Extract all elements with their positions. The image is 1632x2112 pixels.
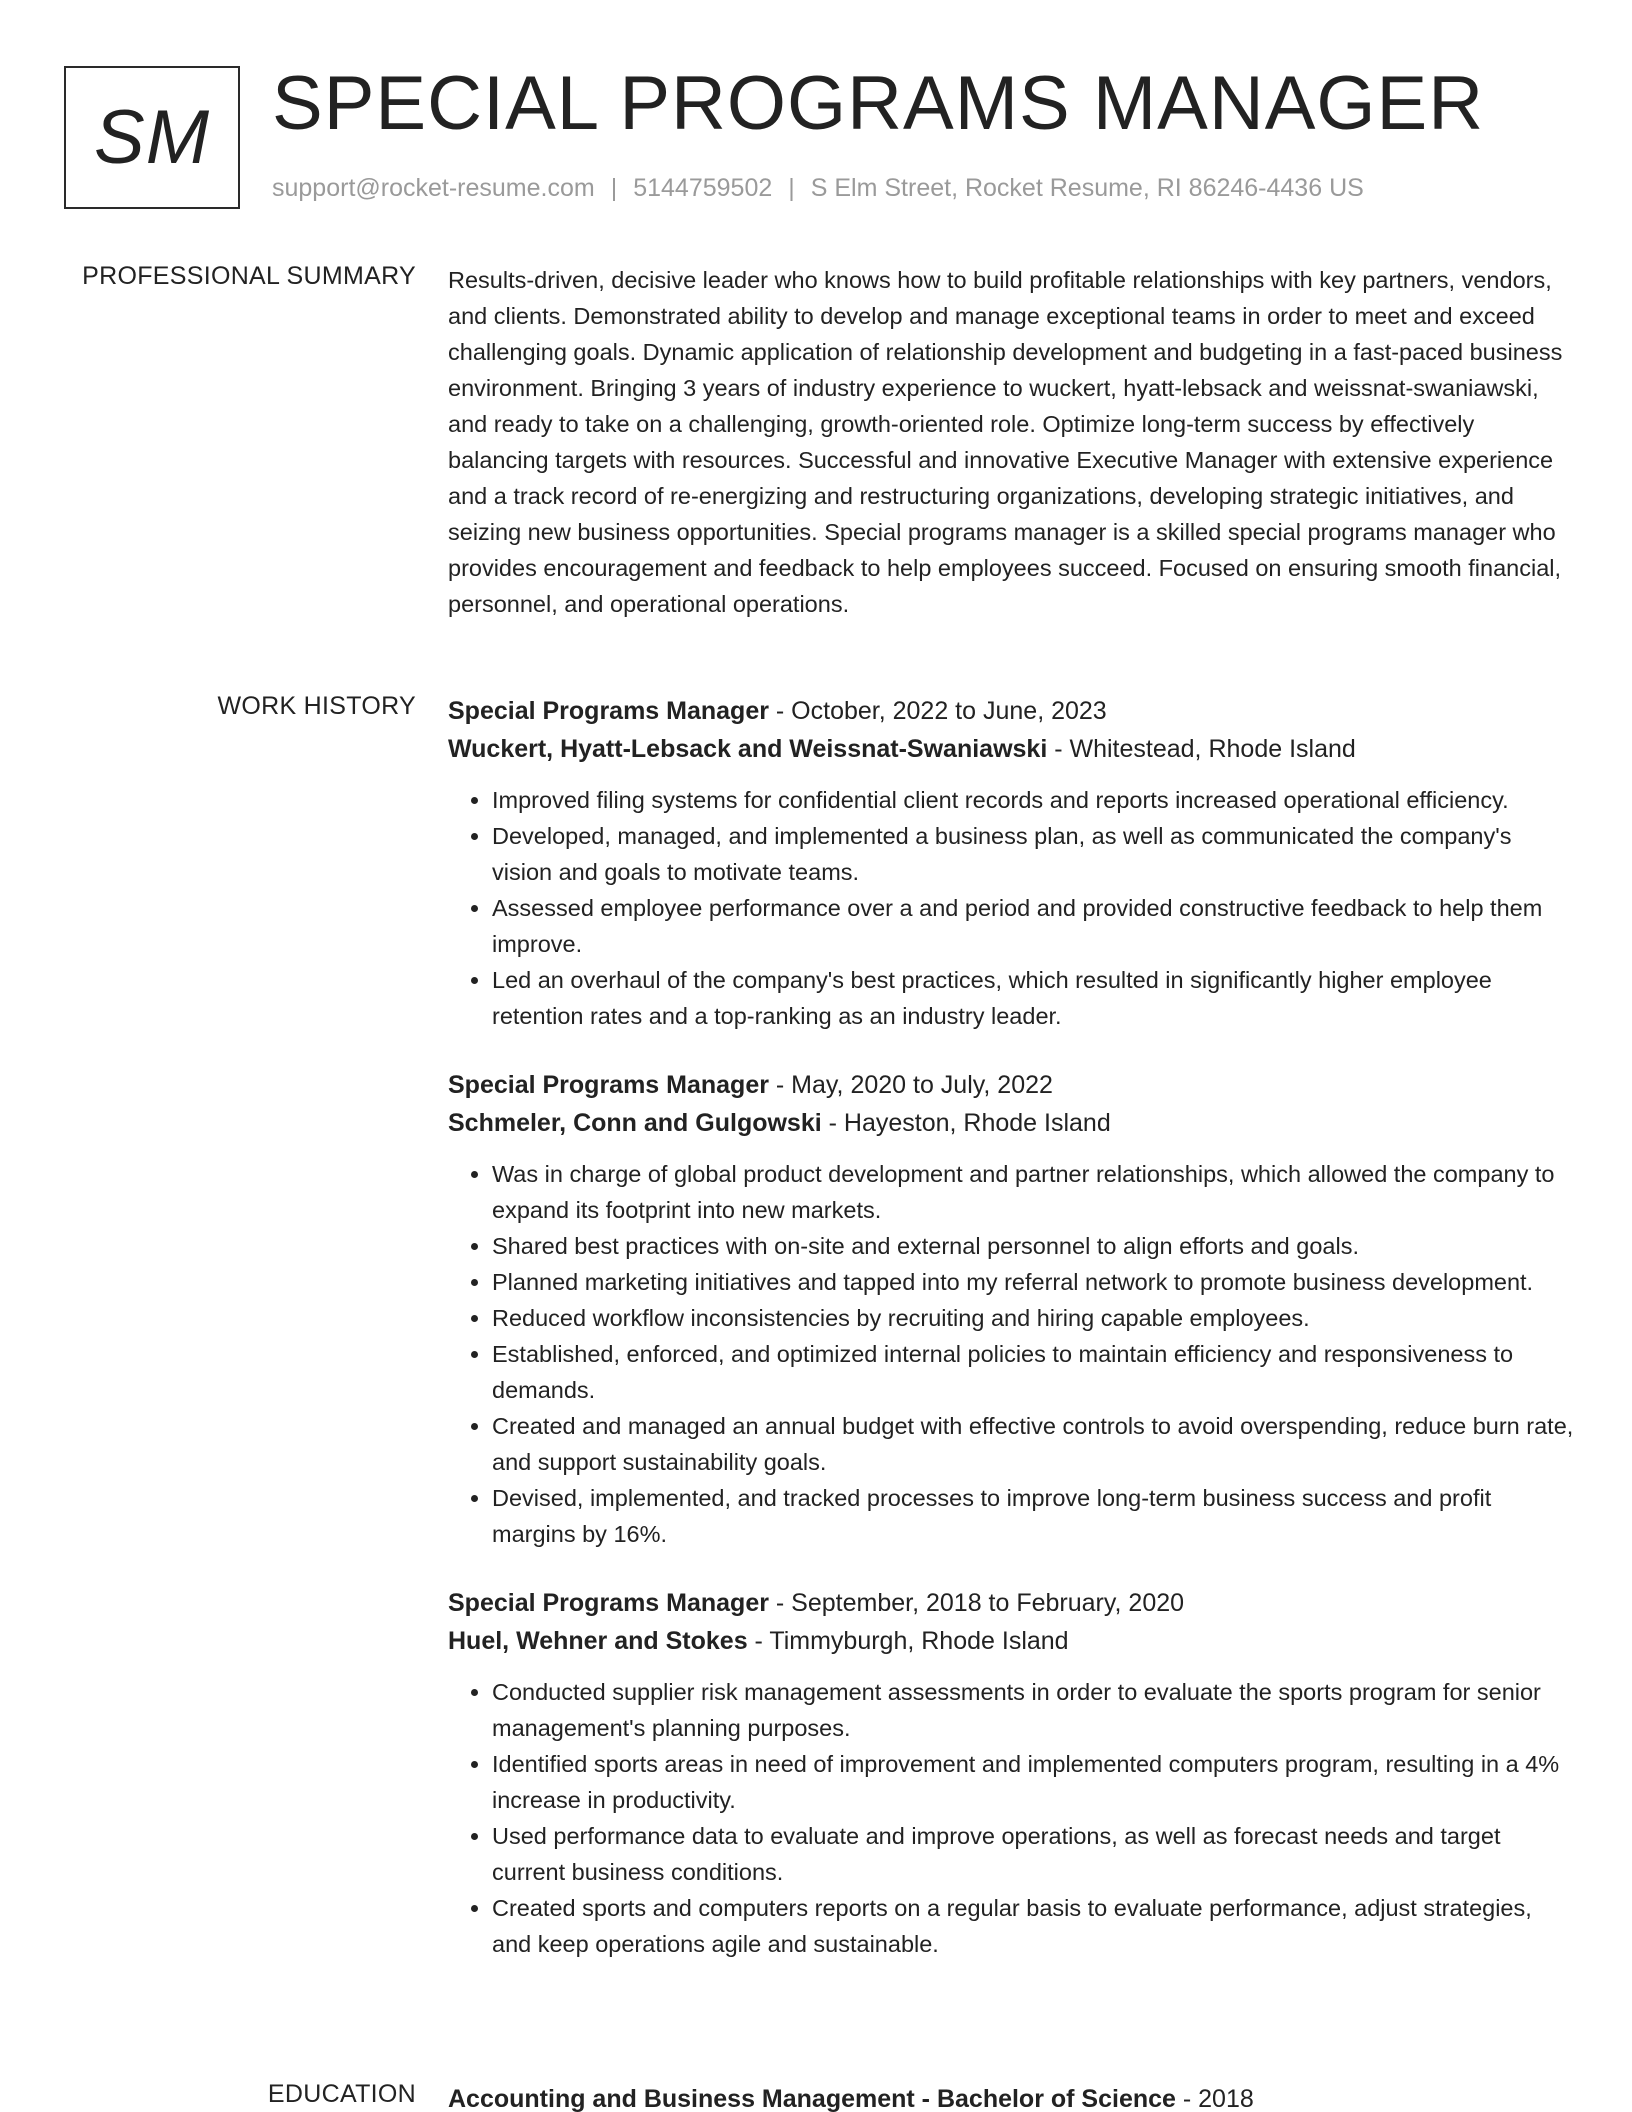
job-bullet: • Planned marketing initiatives and tapped into my referral network to promote business development. <box>492 1264 1574 1300</box>
contact-separator: | <box>788 174 795 202</box>
job-company-line <box>448 1622 1574 1660</box>
job-bullet: • Used performance data to evaluate and improve operations, as well as forecast needs and target current business conditions. <box>492 1818 1574 1890</box>
job-bullet: • Shared best practices with on-site and external personnel to align efforts and goals. <box>492 1228 1574 1264</box>
job-bullet: • Identified sports areas in need of improvement and implemented computers program, resulting in a 4% increase in productivity. <box>492 1746 1574 1818</box>
job-title: Special Programs Manager <box>448 1071 769 1099</box>
job-entry <box>448 1584 1574 1962</box>
job-company-line <box>448 1104 1574 1142</box>
job-title-line <box>448 1584 1574 1622</box>
job-dates: - May, 2020 to July, 2022 <box>768 1071 1053 1099</box>
job-bullet: • Established, enforced, and optimized internal policies to maintain efficiency and responsiveness to demands. <box>492 1336 1574 1408</box>
job-entry <box>448 1066 1574 1552</box>
education-entry <box>448 2080 1574 2112</box>
job-location: - Hayeston, Rhode Island <box>821 1109 1111 1137</box>
contact-phone[interactable]: 5144759502 <box>633 174 773 202</box>
job-bullets <box>448 782 1574 1034</box>
job-title-line <box>448 692 1574 730</box>
job-title-line <box>448 1066 1574 1104</box>
job-title: Special Programs Manager <box>448 1589 769 1617</box>
job-company: Wuckert, Hyatt-Lebsack and Weissnat-Swaniawski <box>448 735 1048 763</box>
job-dates: - October, 2022 to June, 2023 <box>768 697 1107 725</box>
job-bullet: • Developed, managed, and implemented a business plan, as well as communicated the company's vision and goals to motivate teams. <box>492 818 1574 890</box>
job-title: Special Programs Manager <box>448 697 769 725</box>
job-bullet: • Created and managed an annual budget with effective controls to avoid overspending, reduce burn rate, and support sustainability goals. <box>492 1408 1574 1480</box>
job-dates: - September, 2018 to February, 2020 <box>768 1589 1185 1617</box>
job-bullet: • Conducted supplier risk management assessments in order to evaluate the sports program for senior management's planning purposes. <box>492 1674 1574 1746</box>
job-company: Schmeler, Conn and Gulgowski <box>448 1109 822 1137</box>
section-label-education: EDUCATION <box>267 2080 416 2108</box>
job-bullet: • Assessed employee performance over a and period and provided constructive feedback to help them improve. <box>492 890 1574 962</box>
resume-header <box>64 61 1592 212</box>
monogram-badge: SM <box>64 66 240 209</box>
section-label-work-history: WORK HISTORY <box>217 692 416 720</box>
section-label-summary: PROFESSIONAL SUMMARY <box>82 262 416 290</box>
summary-text: Results-driven, decisive leader who knows how to build profitable relationships with key partners, vendors, and clients. Demonstrated ability to develop and manage exceptional teams in order to meet and exceed challenging goals. Dynamic application of relationship development and budgeting in a fast-paced business environment. Bringing 3 years of industry experience to wuckert, hyatt-lebsack and weissnat-swaniawski, and ready to take on a challenging, growth-oriented role. Optimize long-term success by effectively balancing targets with resources. Successful and innovative Executive Manager with extensive experience and a track record of re-energizing and restructuring organizations, developing strategic initiatives, and seizing new business opportunities. Special programs manager is a skilled special programs manager who provides encouragement and feedback to help employees succeed. Focused on ensuring smooth financial, personnel, and operational operations. <box>448 267 1563 617</box>
education-line <box>448 2080 1574 2112</box>
job-bullet: • Reduced workflow inconsistencies by recruiting and hiring capable employees. <box>492 1300 1574 1336</box>
job-bullet: • Was in charge of global product development and partner relationships, which allowed the company to expand its footprint into new markets. <box>492 1156 1574 1228</box>
job-bullet: • Improved filing systems for confidential client records and reports increased operational efficiency. <box>492 782 1574 818</box>
job-bullets <box>448 1674 1574 1962</box>
job-location: - Timmyburgh, Rhode Island <box>747 1627 1069 1655</box>
job-company: Huel, Wehner and Stokes <box>448 1627 748 1655</box>
job-location: - Whitestead, Rhode Island <box>1047 735 1356 763</box>
job-bullets <box>448 1156 1574 1552</box>
page-title: SPECIAL PROGRAMS MANAGER <box>272 61 1485 146</box>
contact-separator: | <box>610 174 618 202</box>
work-history-list <box>448 692 1574 1994</box>
job-bullet: • Created sports and computers reports on a regular basis to evaluate performance, adjust strategies, and keep operations agile and sustainable. <box>492 1890 1574 1962</box>
education-year: - 2018 <box>1175 2085 1254 2112</box>
contact-info <box>272 174 1364 203</box>
contact-email[interactable]: support@rocket-resume.com <box>272 174 595 202</box>
job-bullet: • Devised, implemented, and tracked processes to improve long-term business success and profit margins by 16%. <box>492 1480 1574 1552</box>
job-bullet: • Led an overhaul of the company's best practices, which resulted in significantly higher employee retention rates and a top-ranking as an industry leader. <box>492 962 1574 1034</box>
job-company-line <box>448 730 1574 768</box>
contact-address: S Elm Street, Rocket Resume, RI 86246-4436 US <box>810 174 1364 202</box>
job-entry <box>448 692 1574 1034</box>
education-degree: Accounting and Business Management - Bachelor of Science <box>448 2085 1176 2112</box>
